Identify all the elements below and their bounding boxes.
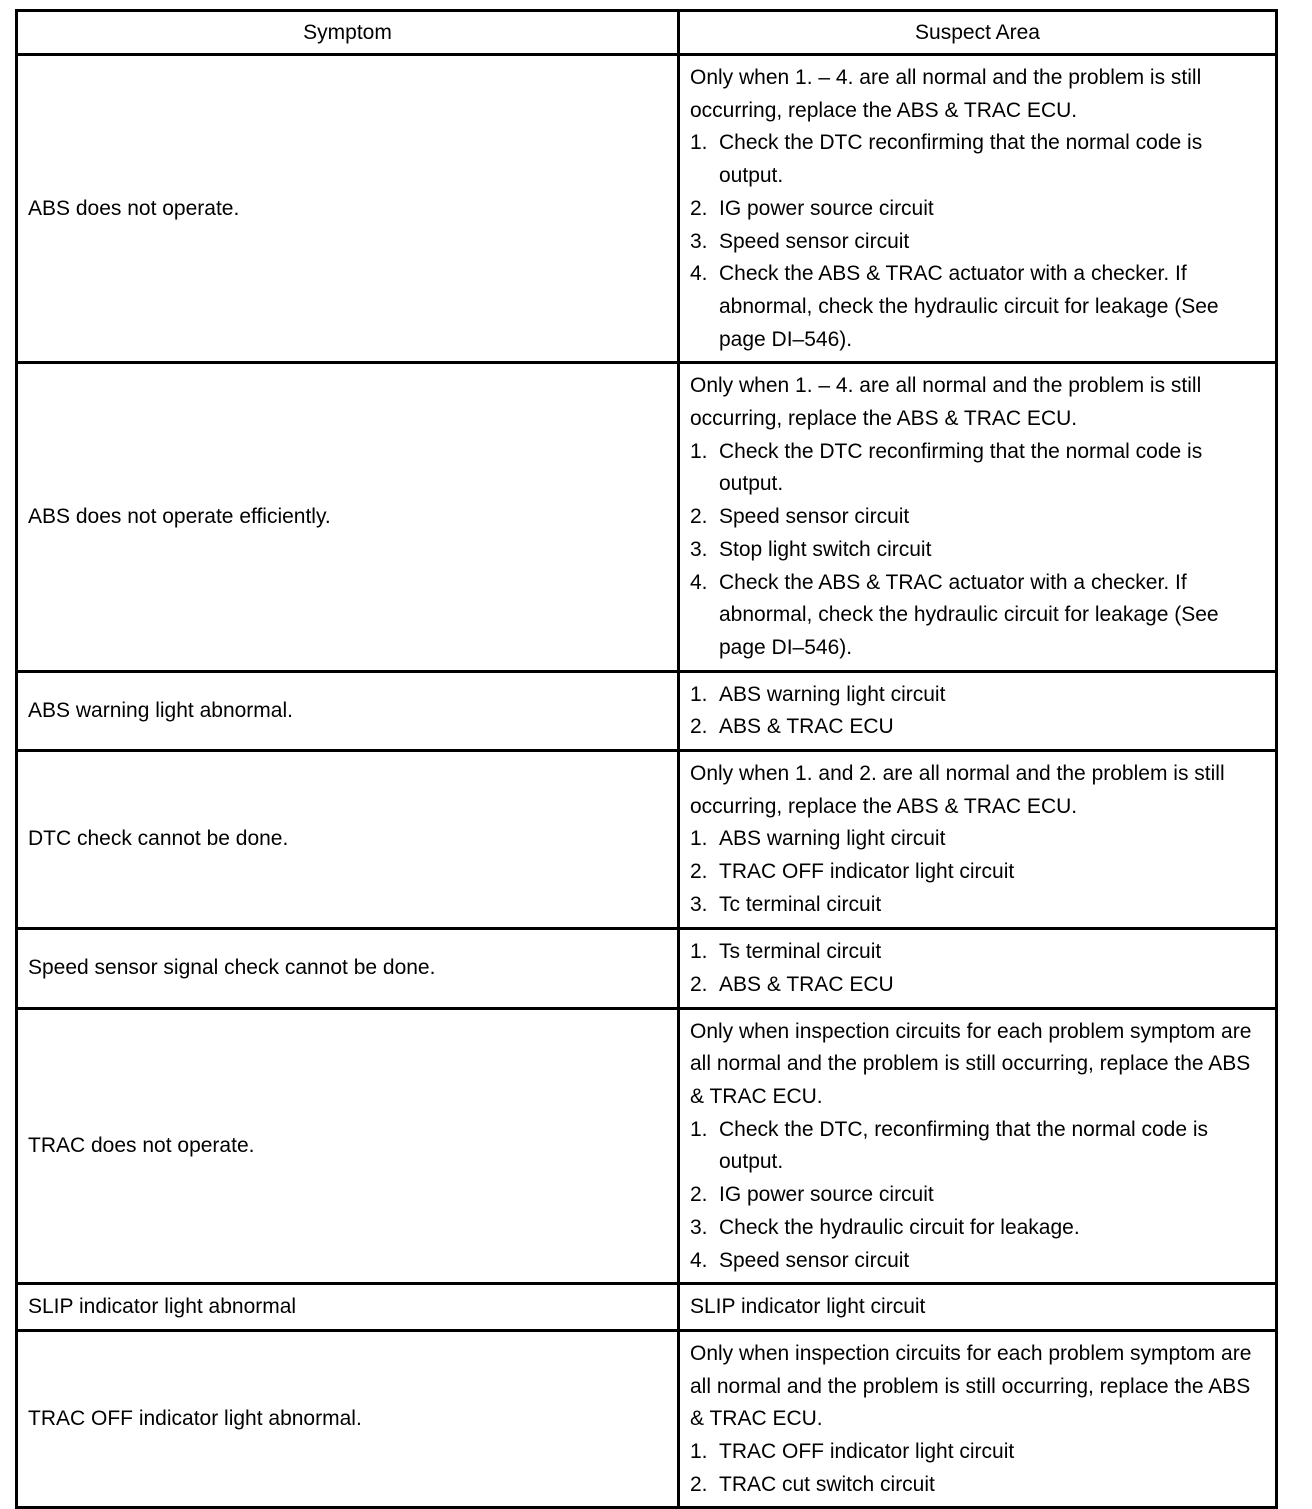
list-item-number: 3.: [690, 1215, 708, 1239]
list-item-number: 3.: [690, 892, 708, 916]
symptom-table-container: [15, 9, 1275, 1509]
list-item-text: Speed sensor circuit: [719, 1248, 910, 1272]
list-item: [690, 1469, 1265, 1502]
list-item: [690, 679, 1265, 712]
list-item-text: IG power source circuit: [719, 1183, 934, 1207]
list-item-number: 1.: [690, 939, 708, 963]
suspect-area-list: [690, 936, 1265, 1001]
table-row: [17, 1008, 1277, 1284]
suspect-area-intro: Only when 1. and 2. are all normal and the problem is still occurring, replace the ABS & TRAC ECU.: [690, 762, 1225, 818]
list-item-text: Check the DTC reconfirming that the normal code is output.: [719, 131, 1203, 188]
symptom-cell: DTC check cannot be done.: [17, 751, 679, 929]
list-item: [690, 1245, 1265, 1278]
list-item-number: 1.: [690, 827, 708, 851]
suspect-area-cell: [679, 1330, 1277, 1508]
list-item: [690, 936, 1265, 969]
list-item-number: 3.: [690, 537, 708, 561]
suspect-area-cell: [679, 363, 1277, 671]
list-item-text: Ts terminal circuit: [719, 939, 882, 963]
table-row: [17, 55, 1277, 363]
list-item-text: TRAC OFF indicator light circuit: [719, 860, 1015, 884]
list-item: [690, 1179, 1265, 1212]
list-item-number: 4.: [690, 1248, 708, 1272]
list-item-number: 3.: [690, 229, 708, 253]
list-item: [690, 1212, 1265, 1245]
table-row: [17, 928, 1277, 1008]
suspect-area-intro: Only when inspection circuits for each problem symptom are all normal and the problem is still occurring, replace the ABS & TRAC ECU.: [690, 1341, 1252, 1431]
list-item-number: 2.: [690, 860, 708, 884]
list-item-text: ABS & TRAC ECU: [719, 972, 894, 996]
symptom-table: [15, 9, 1278, 1509]
symptom-cell: TRAC OFF indicator light abnormal.: [17, 1330, 679, 1508]
table-body: [17, 55, 1277, 1508]
list-item-number: 2.: [690, 196, 708, 220]
suspect-area-intro: Only when 1. – 4. are all normal and the problem is still occurring, replace the ABS & TRAC ECU.: [690, 374, 1202, 431]
list-item-number: 4.: [690, 570, 708, 594]
suspect-area-list: [690, 436, 1265, 665]
list-item-text: ABS warning light circuit: [719, 827, 946, 851]
list-item: [690, 856, 1265, 889]
suspect-area-list: [690, 1114, 1265, 1278]
list-item: [690, 711, 1265, 744]
suspect-area-list: [690, 679, 1265, 744]
suspect-area-cell: [679, 55, 1277, 363]
table-row: [17, 1330, 1277, 1508]
list-item-number: 1.: [690, 131, 708, 155]
list-item-number: 1.: [690, 439, 708, 463]
list-item-text: Tc terminal circuit: [719, 892, 882, 916]
list-item: [690, 567, 1265, 665]
table-row: [17, 751, 1277, 929]
list-item: [690, 969, 1265, 1002]
list-item-number: 2.: [690, 1472, 708, 1496]
list-item: [690, 501, 1265, 534]
list-item-text: ABS & TRAC ECU: [719, 715, 894, 739]
list-item-text: Speed sensor circuit: [719, 229, 910, 253]
list-item: [690, 889, 1265, 922]
table-row: [17, 1284, 1277, 1331]
list-item-text: Check the ABS & TRAC actuator with a checker. If abnormal, check the hydraulic circuit for leakage (See page DI–546).: [719, 262, 1219, 351]
list-item: [690, 193, 1265, 226]
symptom-cell: Speed sensor signal check cannot be done.: [17, 928, 679, 1008]
list-item-number: 2.: [690, 1183, 708, 1207]
table-row: [17, 671, 1277, 750]
list-item: [690, 258, 1265, 356]
list-item-number: 1.: [690, 682, 708, 706]
list-item-text: IG power source circuit: [719, 196, 934, 220]
list-item-number: 1.: [690, 1117, 708, 1141]
list-item-text: Check the DTC, reconfirming that the normal code is output.: [719, 1117, 1209, 1174]
suspect-area-intro: SLIP indicator light circuit: [690, 1295, 926, 1319]
list-item: [690, 534, 1265, 567]
suspect-area-cell: [679, 671, 1277, 750]
list-item-text: Speed sensor circuit: [719, 505, 910, 529]
suspect-area-intro: Only when inspection circuits for each problem symptom are all normal and the problem is still occurring, replace the ABS & TRAC ECU.: [690, 1019, 1252, 1108]
suspect-area-list: [690, 1436, 1265, 1501]
suspect-area-cell: [679, 1284, 1277, 1331]
list-item-text: Check the DTC reconfirming that the normal code is output.: [719, 439, 1203, 496]
list-item-number: 2.: [690, 505, 708, 529]
suspect-area-cell: [679, 751, 1277, 929]
list-item: [690, 823, 1265, 856]
list-item-text: Check the hydraulic circuit for leakage.: [719, 1215, 1080, 1239]
symptom-cell: ABS does not operate efficiently.: [17, 363, 679, 671]
symptom-cell: ABS warning light abnormal.: [17, 671, 679, 750]
suspect-area-list: [690, 127, 1265, 356]
list-item-number: 2.: [690, 972, 708, 996]
table-row: [17, 363, 1277, 671]
list-item: [690, 127, 1265, 192]
list-item-text: TRAC cut switch circuit: [719, 1472, 935, 1496]
suspect-area-cell: [679, 928, 1277, 1008]
suspect-area-list: [690, 823, 1265, 921]
symptom-cell: TRAC does not operate.: [17, 1008, 679, 1284]
list-item-text: TRAC OFF indicator light circuit: [719, 1440, 1015, 1464]
symptom-cell: SLIP indicator light abnormal: [17, 1284, 679, 1331]
list-item-number: 1.: [690, 1440, 708, 1464]
symptom-cell: ABS does not operate.: [17, 55, 679, 363]
header-symptom: Symptom: [17, 11, 679, 55]
list-item-text: Check the ABS & TRAC actuator with a checker. If abnormal, check the hydraulic circuit for leakage (See page DI–546).: [719, 570, 1219, 659]
list-item-number: 4.: [690, 262, 708, 286]
suspect-area-intro: Only when 1. – 4. are all normal and the problem is still occurring, replace the ABS & TRAC ECU.: [690, 66, 1202, 122]
list-item-text: Stop light switch circuit: [719, 537, 932, 561]
list-item-text: ABS warning light circuit: [719, 682, 946, 706]
suspect-area-cell: [679, 1008, 1277, 1284]
list-item: [690, 436, 1265, 501]
list-item-number: 2.: [690, 715, 708, 739]
header-suspect-area: Suspect Area: [679, 11, 1277, 55]
list-item: [690, 226, 1265, 259]
list-item: [690, 1436, 1265, 1469]
list-item: [690, 1114, 1265, 1179]
header-row: [17, 11, 1277, 55]
